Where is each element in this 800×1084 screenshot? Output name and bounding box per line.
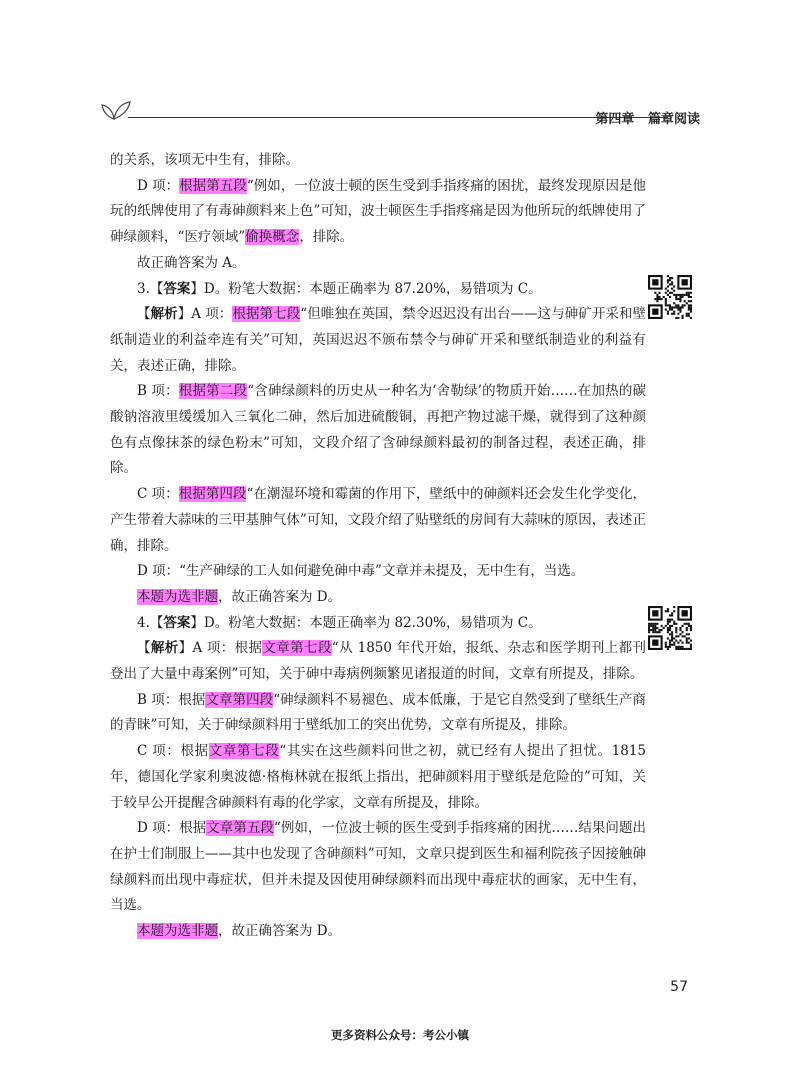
bold-label: 解析 (150, 306, 178, 323)
page-number: 57 (670, 979, 688, 995)
paragraph (110, 302, 646, 379)
text-run: “例如，一位波士顿的医生受到手指疼痛的困扰，最终发现原因是他玩的纸牌使用了有毒砷颜料来上色”可知，波士顿医生手指疼痛是因为他所玩的纸牌使用了砷绿颜料，“医疗领域” (110, 177, 647, 246)
text-run: B 项：根据 (137, 691, 206, 708)
bold-label: 答案 (163, 280, 191, 297)
text-run: C 项： (137, 486, 179, 503)
paragraph (110, 379, 646, 482)
highlighted-text: 根据第五段 (179, 177, 247, 194)
text-run: ，故正确答案为 D。 (218, 923, 342, 940)
bold-label: 答案 (163, 614, 191, 631)
paragraph (110, 688, 646, 739)
highlighted-text: 本题为选非题 (137, 588, 218, 605)
text-run: “含砷绿颜料的历史从一种名为‘舍勒绿’的物质开始……在加热的碳酸钠溶液里缓缓加入三氧化二砷，然后加进硫酸铜，再把产物过滤干燥，就得到了这种颜色有点像抹茶的绿色粉末”可知，文段介绍了含砷绿颜料最初的制备过程，表述正确，排除。 (110, 383, 646, 477)
paragraph (110, 174, 646, 251)
highlighted-text: 文章第四段 (205, 691, 274, 708)
qr-code-icon[interactable] (648, 606, 692, 650)
text-run: ，故正确答案为 D。 (218, 588, 342, 605)
text-run: 3.【 (137, 280, 164, 297)
highlighted-text: 偷换概念 (245, 229, 300, 246)
text-run: C 项：根据 (137, 743, 209, 760)
highlighted-text: 根据第二段 (178, 383, 248, 400)
highlighted-text: 本题为选非题 (137, 923, 218, 940)
answer-explanation-body (110, 148, 646, 945)
text-run: 【 (137, 306, 151, 323)
text-run: 故正确答案为 A。 (137, 254, 246, 271)
text-run: D 项：根据 (137, 820, 207, 837)
text-run: 】D。粉笔大数据：本题正确率为 87.20%，易错项为 C。 (190, 280, 542, 297)
paragraph (110, 636, 646, 687)
text-run: D 项： (137, 177, 180, 194)
text-run: 【 (137, 640, 151, 657)
text-run: “但唯独在英国，禁令迟迟没有出台——这与砷矿开采和壁纸制造业的利益牵连有关”可知，英国迟迟不颁布禁令与砷矿开采和壁纸制造业的利益有关，表述正确，排除。 (110, 306, 647, 374)
paragraph (110, 559, 646, 585)
text-run: B 项： (137, 383, 179, 400)
section-label: 篇章阅读 (647, 112, 700, 127)
chapter-label: 第四章 (595, 112, 635, 127)
header-title (595, 108, 700, 127)
paragraph (110, 482, 646, 559)
text-run: “其实在这些颜料问世之初，就已经有人提出了担忧。1815 年，德国化学家利奥波德·格梅林就在报纸上指出，把砷颜料用于壁纸是危险的”可知，关于较早公开提醒含砷颜料有毒的化学家，文章有所提及，排除。 (110, 743, 647, 811)
highlighted-text: 文章第五段 (206, 820, 274, 837)
footer-note: 更多资料公众号：考公小镇 (331, 1028, 469, 1042)
highlighted-text: 根据第七段 (232, 306, 301, 323)
text-run: 】A 项：根据 (178, 640, 263, 657)
paragraph (110, 739, 646, 816)
text-run: D 项：“生产砷绿的工人如何避免砷中毒”文章并未提及，无中生有，当选。 (137, 563, 585, 580)
paragraph (110, 919, 646, 945)
paragraph (110, 148, 646, 174)
header-rule (128, 117, 668, 118)
paragraph (110, 816, 646, 919)
paragraph (110, 585, 646, 611)
text-run: “砷绿颜料不易褪色、成本低廉，于是它自然受到了壁纸生产商的青睐”可知，关于砷绿颜料用于壁纸加工的突出优势，文章有所提及，排除。 (110, 691, 647, 734)
text-run: “从 1850 年代开始，报纸、杂志和医学期刊上都刊登出了大量中毒案例”可知，关于砷中毒病例频繁见诸报道的时间，文章有所提及，排除。 (110, 640, 647, 683)
text-run: 】D。粉笔大数据：本题正确率为 82.30%，易错项为 C。 (190, 614, 542, 631)
page-header (100, 95, 700, 135)
highlighted-text: 文章第七段 (208, 743, 280, 760)
highlighted-text: 根据第四段 (178, 486, 247, 503)
text-run: ，排除。 (299, 229, 354, 246)
paragraph (110, 277, 646, 303)
paragraph (110, 251, 646, 277)
text-run: 】A 项： (177, 306, 233, 323)
paragraph (110, 611, 646, 637)
text-run: 的关系，该项无中生有，排除。 (110, 152, 299, 168)
qr-code-icon[interactable] (648, 275, 692, 319)
text-run: “在潮湿环境和霉菌的作用下，壁纸中的砷颜料还会发生化学变化，产生带着大蒜味的三甲基胂气体”可知，文段介绍了贴壁纸的房间有大蒜味的原因，表述正确，排除。 (110, 486, 647, 554)
bold-label: 解析 (150, 640, 179, 657)
text-run: “例如，一位波士顿的医生受到手指疼痛的困扰……结果问题出在护士们制服上——其中也发现了含砷颜料”可知，文章只提到医生和福利院孩子因接触砷绿颜料而出现中毒症状，但并未提及因使用砷绿颜料而出现中毒症状的画家，无中生有，当选。 (110, 820, 646, 914)
highlighted-text: 文章第七段 (262, 640, 332, 657)
text-run: 4.【 (137, 614, 164, 631)
